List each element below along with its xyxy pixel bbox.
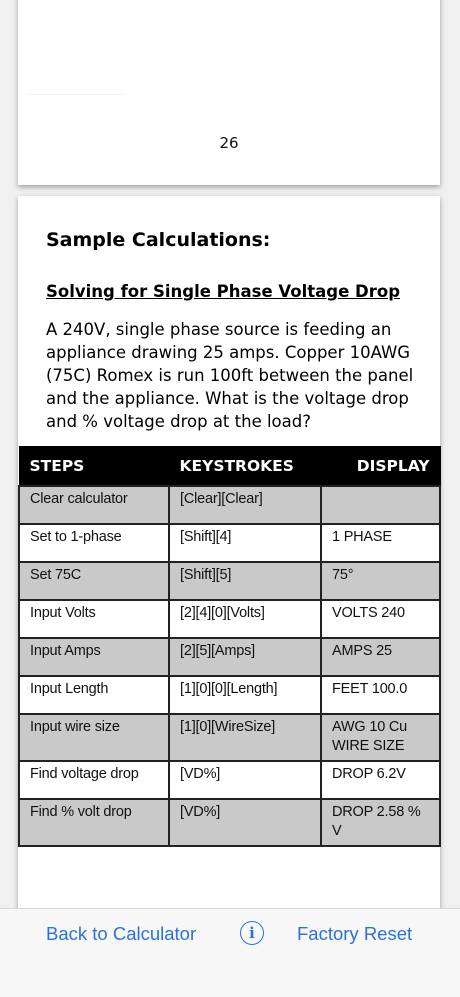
display-cell xyxy=(321,486,440,524)
header-keystrokes: KEYSTROKES xyxy=(169,447,321,487)
table-row xyxy=(19,761,440,799)
keystroke-cell: [Shift][4] xyxy=(169,524,321,562)
document-page-26 xyxy=(18,196,440,908)
bottom-toolbar xyxy=(0,908,460,997)
keystroke-cell: [VD%] xyxy=(169,799,321,846)
table-row xyxy=(19,638,440,676)
display-cell: 1 PHASE xyxy=(321,524,440,562)
page-number: 26 xyxy=(219,134,239,152)
problem-paragraph: A 240V, single phase source is feeding an appliance drawing 25 amps. Copper 10AWG (75C) Romex is run 100ft between the panel and the appliance. What is the voltage drop and % voltage drop at the load? xyxy=(46,320,414,431)
step-cell: Clear calculator xyxy=(19,486,169,524)
step-cell: Input Length xyxy=(19,676,169,714)
keystroke-cell: [2][5][Amps] xyxy=(169,638,321,676)
keystroke-cell: [Shift][5] xyxy=(169,562,321,600)
keystroke-cell: [1][0][0][Length] xyxy=(169,676,321,714)
table-header-row xyxy=(19,447,440,487)
document-page-25 xyxy=(18,0,440,185)
section-subheading: Solving for Single Phase Voltage Drop xyxy=(46,282,401,301)
display-cell: AMPS 25 xyxy=(321,638,440,676)
back-to-calculator-button[interactable]: Back to Calculator xyxy=(46,923,197,944)
display-cell: DROP 6.2V xyxy=(321,761,440,799)
step-cell: Find voltage drop xyxy=(19,761,169,799)
display-cell: DROP 2.58 % V xyxy=(321,799,440,846)
step-cell: Input wire size xyxy=(19,714,169,761)
section-heading: Sample Calculations: xyxy=(46,229,271,251)
table-row xyxy=(19,600,440,638)
table-row xyxy=(19,562,440,600)
display-cell: VOLTS 240 xyxy=(321,600,440,638)
table-row xyxy=(19,486,440,524)
step-cell: Input Volts xyxy=(19,600,169,638)
table-row xyxy=(19,524,440,562)
keystroke-cell: [1][0][WireSize] xyxy=(169,714,321,761)
info-icon[interactable]: i xyxy=(240,921,264,945)
header-steps: STEPS xyxy=(19,447,169,487)
step-cell: Set 75C xyxy=(19,562,169,600)
steps-table xyxy=(18,446,441,847)
step-cell: Input Amps xyxy=(19,638,169,676)
table-row xyxy=(19,714,440,761)
step-cell: Set to 1-phase xyxy=(19,524,169,562)
display-cell: 75° xyxy=(321,562,440,600)
page-footer-rule xyxy=(28,94,124,95)
display-cell: AWG 10 Cu WIRE SIZE xyxy=(321,714,440,761)
table-row xyxy=(19,799,440,846)
header-display: DISPLAY xyxy=(321,447,440,487)
table-row xyxy=(19,676,440,714)
step-cell: Find % volt drop xyxy=(19,799,169,846)
factory-reset-button[interactable]: Factory Reset xyxy=(297,923,413,944)
keystroke-cell: [2][4][0][Volts] xyxy=(169,600,321,638)
keystroke-cell: [Clear][Clear] xyxy=(169,486,321,524)
display-cell: FEET 100.0 xyxy=(321,676,440,714)
keystroke-cell: [VD%] xyxy=(169,761,321,799)
